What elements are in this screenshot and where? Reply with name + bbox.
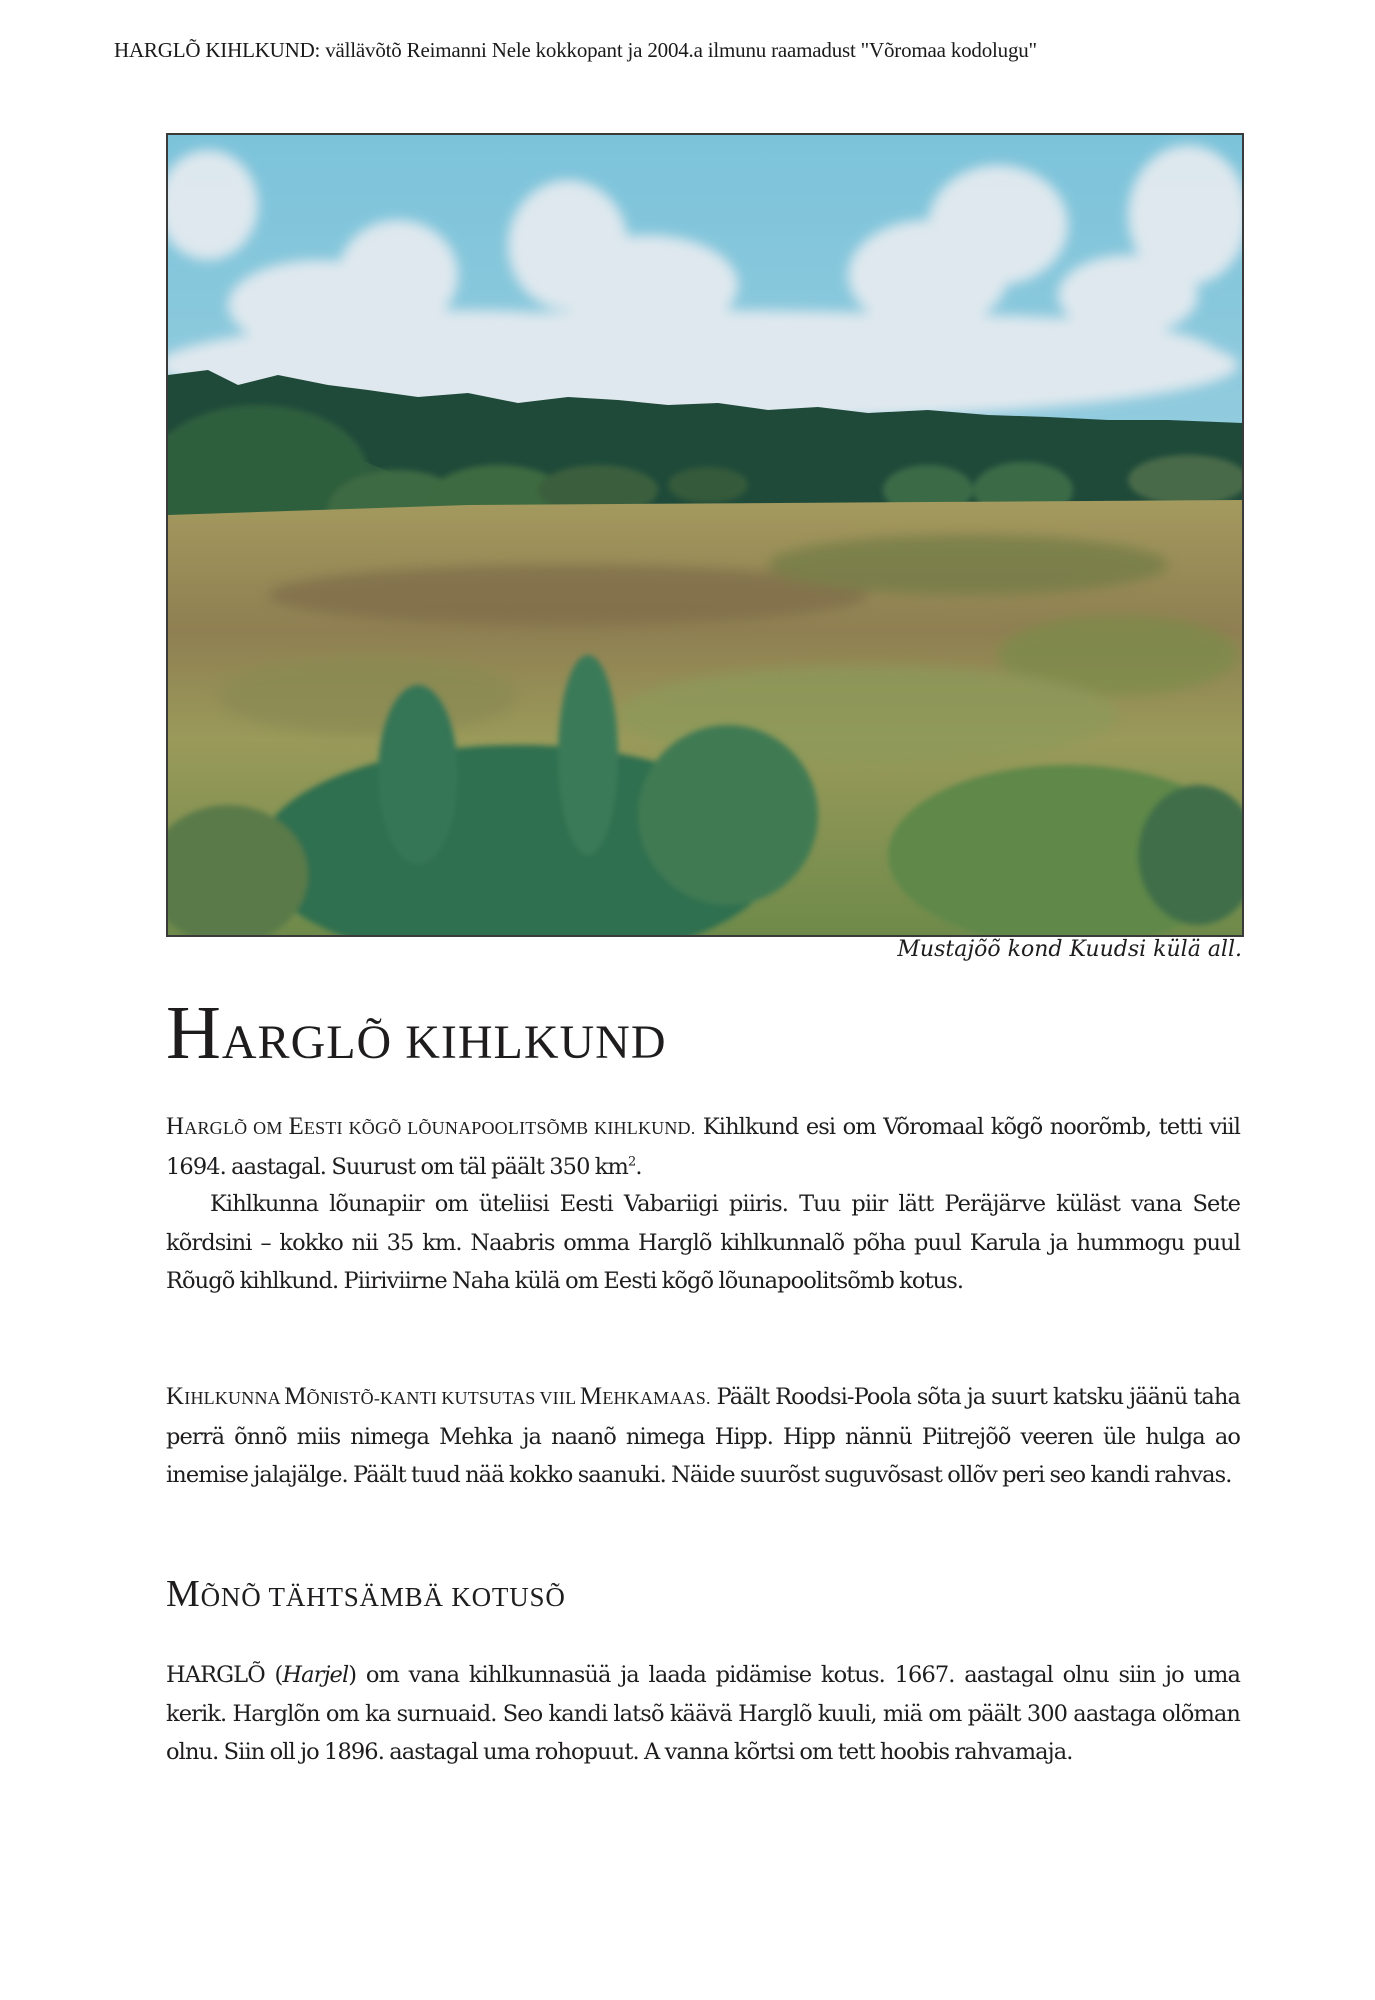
paragraph4-text: om vana kihlkunnasüä ja laada pidämise kotus. 1667. aastagal olnu siin jo uma kerik. Harglõn om ka surnuaid. Seo kandi latsõ käävä Harglõ kuuli, miä om päält 300 aastaga olõman olnu. Siin oll jo 1896. aastagal uma rohopuut. A vanna kõrtsi om tett hoobis rahvamaja.	[166, 1662, 1240, 1766]
intro-text-end: .	[635, 1153, 642, 1180]
smallcaps-text: IHLKUNNA	[184, 1388, 285, 1408]
paragraph3-text: Päält Roodsi-Poola sõta ja suurt katsku jäänü taha perrä õnnõ miis nimega Mehka ja naanõ nimega Hipp. Hipp nännü Piitrejõõ veeren üle hulga ao inemise jalajälge. Päält tuud nää kokko saanuki. Näide suurõst suguvõsast ollõv peri seo kandi rahvas.	[166, 1384, 1241, 1489]
intro-paragraph	[166, 1108, 1240, 1186]
alt-place-name: Harjel	[282, 1662, 349, 1688]
landscape-photo	[166, 133, 1244, 937]
paragraph3-lead-smallcaps	[166, 1383, 711, 1410]
section-heading-rest: ÕNÕ TÄHTSÄMBÄ KOTUSÕ	[200, 1582, 566, 1612]
place-name: HARGLÕ	[166, 1662, 265, 1688]
smallcaps-text: ÕNISTÕ-KANTI KUTSUTAS VIIL	[306, 1388, 580, 1408]
intro-text: Kihlkund esi om Võromaal kõgõ noorõmb, tetti viil 1694. aastagal. Suurust om täl päält 350 km	[166, 1114, 1240, 1180]
body-paragraph-mehkamaa	[166, 1378, 1240, 1495]
body-paragraph-borders: Kihlkunna lõunapiir om üteliisi Eesti Vabariigi piiris. Tuu piir lätt Peräjärve küläst vana Sete kõrdsini – kokko nii 35 km. Naabris omma Harglõ kihlkunnalõ põha puul Karula ja hummogu puul Rõugõ kihlkund. Piiriviirne Naha külä om Eesti kõgõ lõunapoolitsõmb kotus.	[166, 1191, 1240, 1295]
smallcaps-initial: H	[166, 1113, 185, 1140]
chapter-title-rest: ARGLÕ KIHLKUND	[221, 1016, 667, 1069]
section-heading	[166, 1572, 566, 1616]
chapter-title-initial: H	[166, 991, 222, 1075]
smallcaps-initial: M	[579, 1383, 603, 1410]
photo-caption: Mustajõõ kond Kuudsi külä all.	[897, 937, 1242, 962]
paren-close: )	[348, 1662, 357, 1688]
intro-lead-smallcaps	[166, 1113, 696, 1140]
smallcaps-text: ESTI KÕGÕ LÕUNAPOOLITSÕMB KIHLKUND.	[303, 1118, 696, 1138]
smallcaps-text: EHKAMAAS.	[602, 1388, 711, 1408]
chapter-title	[166, 990, 667, 1077]
smallcaps-initial: M	[284, 1383, 307, 1410]
superscript: 2	[627, 1154, 636, 1170]
body-paragraph-harglo	[166, 1656, 1240, 1772]
paren-open: (	[264, 1662, 283, 1688]
smallcaps-initial: K	[166, 1383, 185, 1410]
smallcaps-initial: E	[288, 1113, 304, 1140]
running-header: HARGLÕ KIHLKUND: vällävõtõ Reimanni Nele kokkopant ja 2004.a ilmunu raamadust "Võromaa kodolugu"	[114, 38, 1037, 62]
section-heading-initial: M	[166, 1573, 201, 1615]
smallcaps-text: ARGLÕ OM	[184, 1118, 289, 1138]
